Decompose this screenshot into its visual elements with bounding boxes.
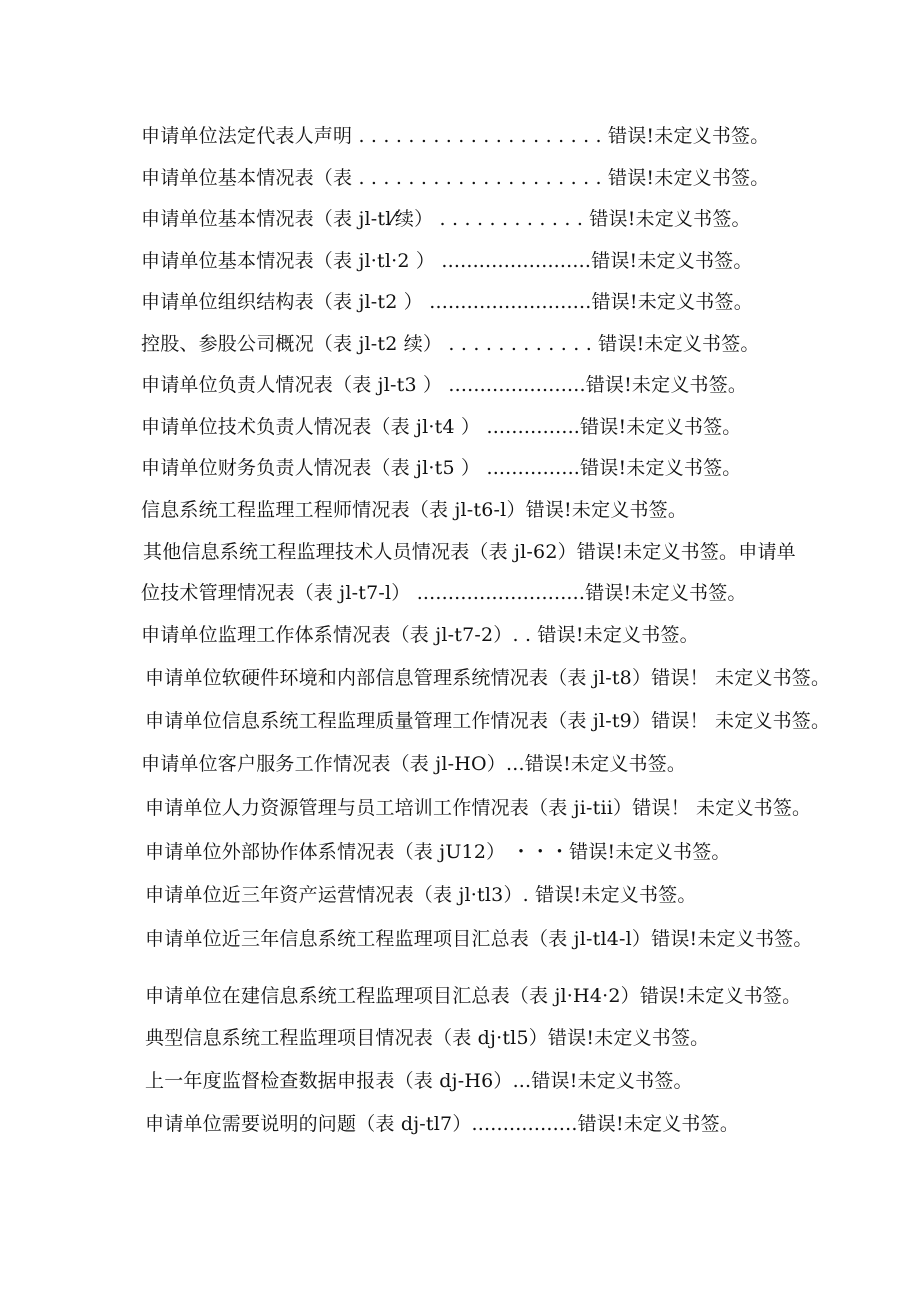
toc-entry[interactable]: 上一年度监督检查数据申报表（表 dj-H6）...错误!未定义书签。 [145,1070,693,1092]
toc-entry[interactable]: 其他信息系统工程监理技术人员情况表（表 jl-62）错误!未定义书签。申请单 [143,541,796,563]
toc-entry[interactable]: 申请单位财务负责人情况表（表 jl·t5 ） ...............错误!未定义书签。 [141,457,742,479]
toc-entry[interactable]: 申请单位外部协作体系情况表（表 jU12） ・・・错误!未定义书签。 [145,841,731,863]
toc-entry[interactable]: 申请单位人力资源管理与员工培训工作情况表（表 ji-tii）错误！ 未定义书签。 [145,797,812,819]
toc-entry[interactable]: 申请单位软硬件环境和内部信息管理系统情况表（表 jl-t8）错误！ 未定义书签。 [145,667,831,689]
toc-entry[interactable]: 申请单位近三年资产运营情况表（表 jl·tl3）. 错误!未定义书签。 [145,884,697,906]
toc-entry[interactable]: 申请单位基本情况表（表 jl-tl⁄续） . . . . . . . . . . . . 错误!未定义书签。 [141,208,751,230]
toc-entry[interactable]: 申请单位基本情况表（表 jl·tl·2 ） ........................错误!未定义书签。 [141,250,753,272]
toc-entry[interactable]: 申请单位组织结构表（表 jl-t2 ） ..........................错误!未定义书签。 [141,291,753,313]
toc-entry[interactable]: 申请单位法定代表人声明 . . . . . . . . . . . . . . . . . . . . 错误!未定义书签。 [141,125,770,147]
toc-entry[interactable]: 申请单位客户服务工作情况表（表 jl-HO）...错误!未定义书签。 [141,753,687,775]
toc-entry[interactable]: 信息系统工程监理工程师情况表（表 jl-t6-l）错误!未定义书签。 [141,499,688,521]
toc-entry[interactable]: 典型信息系统工程监理项目情况表（表 dj·tl5）错误!未定义书签。 [145,1027,710,1049]
toc-entry[interactable]: 申请单位监理工作体系情况表（表 jl-t7-2）. . 错误!未定义书签。 [141,624,699,646]
toc-entry[interactable]: 申请单位技术负责人情况表（表 jl·t4 ） ...............错误!未定义书签。 [141,416,742,438]
toc-entry[interactable]: 申请单位需要说明的问题（表 dj-tl7）.................错误!未定义书签。 [145,1113,740,1135]
toc-entry[interactable]: 申请单位在建信息系统工程监理项目汇总表（表 jl·H4·2）错误!未定义书签。 [145,985,802,1007]
toc-entry[interactable]: 申请单位信息系统工程监理质量管理工作情况表（表 jl-t9）错误！ 未定义书签。 [145,710,831,732]
toc-entry[interactable]: 位技术管理情况表（表 jl-t7-l） ...........................错误!未定义书签。 [141,582,747,604]
toc-entry[interactable]: 申请单位基本情况表（表 . . . . . . . . . . . . . . . . . . . . 错误!未定义书签。 [141,167,770,189]
toc-entry[interactable]: 控股、参股公司概况（表 jl-t2 续） . . . . . . . . . . . . 错误!未定义书签。 [141,333,760,355]
toc-entry[interactable]: 申请单位负责人情况表（表 jl-t3 ） ......................错误!未定义书签。 [141,374,748,396]
toc-entry[interactable]: 申请单位近三年信息系统工程监理项目汇总表（表 jl-tl4-l）错误!未定义书签。 [145,928,813,950]
